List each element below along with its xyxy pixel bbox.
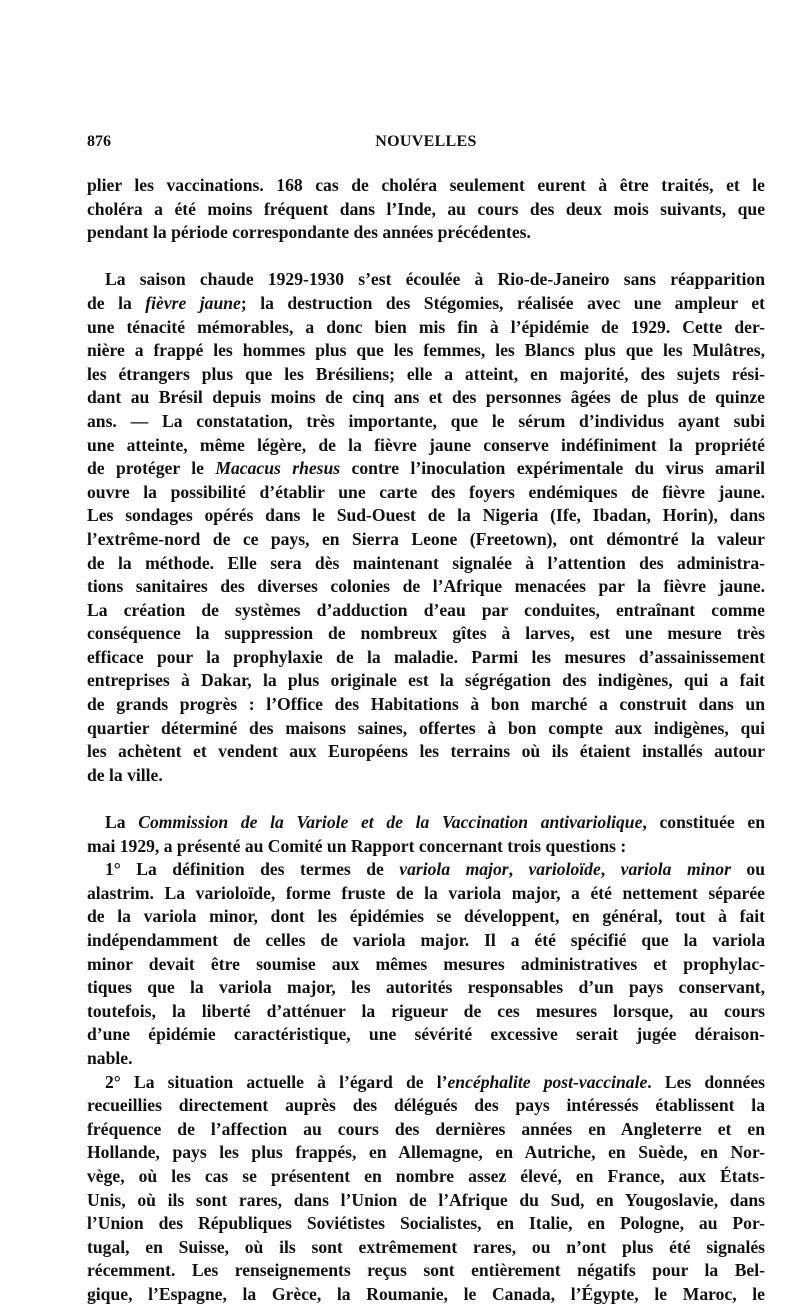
text-line: tugal, en Suisse, où ils sont extrêmement rares, ou n’ont plus été signalés [87,1236,765,1257]
page-header [87,133,765,155]
text-line: de la variola minor, dont les épidémies se développent, en général, tout à fait [87,906,765,927]
text-line: nable. [87,1047,133,1068]
text-line: fréquence de l’affection au cours des dernières années en Angleterre et en [87,1118,765,1139]
text-line: quartier déterminé des maisons saines, offertes à bon compte aux indigènes, qui [87,717,765,738]
text-line: de protéger le Macacus rhesus contre l’inoculation expérimentale du virus amaril [87,458,765,479]
paragraph [87,1071,765,1307]
document-body [87,174,765,1307]
paragraph [87,268,765,787]
text-line: Unis, où ils sont rares, dans l’Union de l’Afrique du Sud, en Yougoslavie, dans [87,1189,765,1210]
paragraph-gap [87,245,765,269]
text-line: alastrim. La varioloïde, forme fruste de la variola major, a été nettement séparée [87,882,765,903]
text-line: vège, où les cas se présentent en nombre assez élevé, en France, aux États- [87,1165,765,1186]
page-number: 876 [87,133,111,150]
paragraph [87,174,765,245]
text-line: indépendamment de celles de variola major. Il a été spécifié que la variola [87,930,765,950]
text-line: ouvre la possibilité d’établir une carte des foyers endémiques de fièvre jaune. [87,481,765,502]
text-line: pendant la période correspondante des années précédentes. [87,222,531,243]
text-line: tiques que la variola major, les autorités responsables d’un pays conservant, [87,977,765,998]
text-line: minor devait être soumise aux mêmes mesures administratives et prophylac- [87,953,765,974]
text-line: d’une épidémie caractéristique, une sévérité excessive serait jugée déraison- [87,1024,765,1045]
paragraph [87,811,765,858]
text-line: 1° La définition des termes de variola major, varioloïde, variola minor ou [105,859,765,880]
text-line: mai 1929, a présenté au Comité un Rapport concernant trois questions : [87,835,627,856]
text-line: tions sanitaires des diverses colonies de l’Afrique menacées par la fièvre jaune. [87,576,765,597]
text-line: Hollande, pays les plus frappés, en Allemagne, en Autriche, en Suède, en Nor- [87,1142,765,1163]
text-line: Les sondages opérés dans le Sud-Ouest de la Nigeria (Ife, Ibadan, Horin), dans [87,505,765,526]
text-line: La création de systèmes d’adduction d’eau par conduites, entraînant comme [87,599,765,620]
text-line: gique, l’Espagne, la Grèce, la Roumanie, le Canada, l’Égypte, le Maroc, le [87,1283,765,1304]
text-line: plier les vaccinations. 168 cas de choléra seulement eurent à être traités, et le [87,175,765,195]
text-line: La saison chaude 1929-1930 s’est écoulée à Rio-de-Janeiro sans réapparition [105,269,765,290]
text-line: entreprises à Dakar, la plus originale est la ségrégation des indigènes, qui a fait [87,670,765,691]
text-line: de la fièvre jaune; la destruction des Stégomies, réalisée avec une ampleur et [87,292,765,313]
text-line: conséquence la suppression de nombreux gîtes à larves, est une mesure très [87,623,765,644]
text-line: nière a frappé les hommes plus que les femmes, les Blancs plus que les Mulâtres, [87,340,765,361]
paragraph [87,858,765,1070]
text-line: efficace pour la prophylaxie de la maladie. Parmi les mesures d’assainissement [87,646,765,667]
paragraph-gap [87,787,765,811]
text-line: de la méthode. Elle sera dès maintenant signalée à l’attention des administra- [87,552,765,573]
running-title: NOUVELLES [375,133,477,150]
text-line: les étrangers plus que les Brésiliens; elle a atteint, en majorité, des sujets rési- [87,363,765,384]
text-line: de grands progrès : l’Office des Habitations à bon marché a construit dans un [87,694,765,715]
text-line: l’Union des Républiques Soviétistes Socialistes, en Italie, en Pologne, au Por- [87,1213,765,1234]
text-line: dant au Brésil depuis moins de cinq ans et des personnes âgées de plus de quinze [87,387,765,408]
text-line: de la ville. [87,764,163,785]
text-line: les achètent et vendent aux Européens les terrains où ils étaient installés autour [87,741,765,762]
text-line: récemment. Les renseignements reçus sont entièrement négatifs pour la Bel- [87,1260,765,1281]
text-line: 2° La situation actuelle à l’égard de l’encéphalite post-vaccinale. Les données [105,1071,765,1092]
text-line: choléra a été moins fréquent dans l’Inde, au cours des deux mois suivants, que [87,198,765,219]
text-line: une atteinte, même légère, de la fièvre jaune conserve indéfiniment la propriété [87,434,765,455]
text-line: l’extrême-nord de ce pays, en Sierra Leone (Freetown), ont démontré la valeur [87,528,765,549]
text-line: recueillies directement auprès des délégués des pays intéressés établissent la [87,1095,765,1116]
text-line: toutefois, la liberté d’atténuer la rigueur de ces mesures lorsque, au cours [87,1000,765,1021]
text-line: ans. — La constatation, très importante, que le sérum d’individus ayant subi [87,410,765,431]
text-line: une ténacité mémorables, a donc bien mis fin à l’épidémie de 1929. Cette der- [87,316,765,337]
text-line: La Commission de la Variole et de la Vaccination antivariolique, constituée en [105,812,765,833]
